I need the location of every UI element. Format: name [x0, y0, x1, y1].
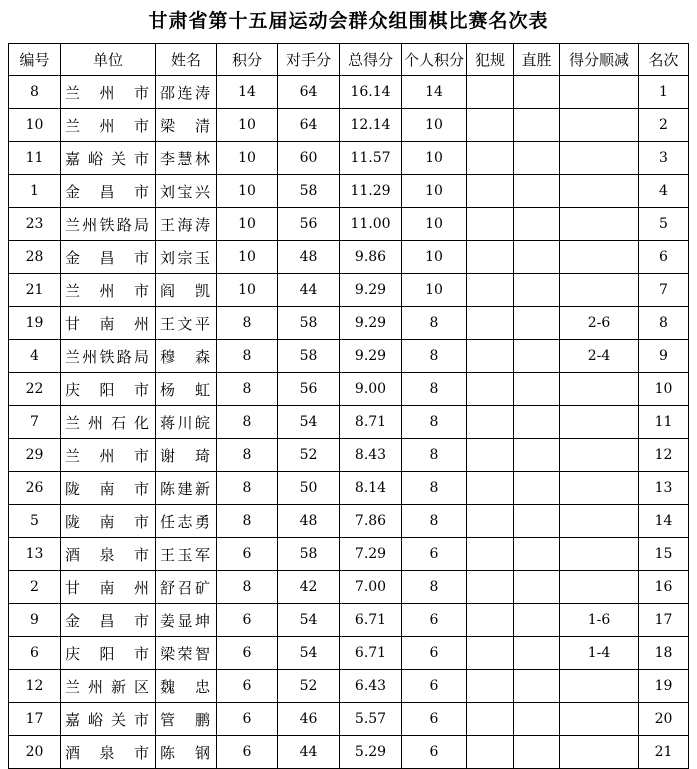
- cell-id: 10: [9, 109, 61, 142]
- cell-id: 11: [9, 142, 61, 175]
- cell-name: 蒋川皖: [156, 406, 217, 439]
- cell-score: 6: [217, 736, 278, 769]
- cell-score: 8: [217, 406, 278, 439]
- cell-foul: [467, 505, 514, 538]
- cell-score: 6: [217, 604, 278, 637]
- cell-opponent-score: 58: [278, 175, 340, 208]
- cell-id: 5: [9, 505, 61, 538]
- cell-id: 29: [9, 439, 61, 472]
- cell-direct-win: [514, 505, 560, 538]
- cell-direct-win: [514, 76, 560, 109]
- table-row: [9, 472, 689, 505]
- cell-total: 7.29: [340, 538, 402, 571]
- cell-total: 9.29: [340, 340, 402, 373]
- cell-foul: [467, 109, 514, 142]
- cell-foul: [467, 571, 514, 604]
- cell-total: 9.29: [340, 274, 402, 307]
- cell-unit: 陇南市: [61, 472, 156, 505]
- cell-unit: 陇南市: [61, 505, 156, 538]
- cell-id: 23: [9, 208, 61, 241]
- cell-unit: 金昌市: [61, 241, 156, 274]
- cell-name: 王海涛: [156, 208, 217, 241]
- cell-name: 管鹏: [156, 703, 217, 736]
- cell-name: 阎凯: [156, 274, 217, 307]
- cell-unit: 兰州石化: [61, 406, 156, 439]
- cell-id: 1: [9, 175, 61, 208]
- cell-foul: [467, 703, 514, 736]
- cell-name: 陈建新: [156, 472, 217, 505]
- cell-rank: 10: [639, 373, 689, 406]
- cell-opponent-score: 56: [278, 373, 340, 406]
- cell-id: 7: [9, 406, 61, 439]
- cell-opponent-score: 42: [278, 571, 340, 604]
- cell-name: 魏忠: [156, 670, 217, 703]
- cell-personal-score: 8: [402, 406, 467, 439]
- cell-score: 8: [217, 373, 278, 406]
- cell-tiebreak: [560, 109, 639, 142]
- cell-unit: 酒泉市: [61, 538, 156, 571]
- cell-score: 10: [217, 241, 278, 274]
- cell-name: 陈钢: [156, 736, 217, 769]
- cell-foul: [467, 736, 514, 769]
- cell-opponent-score: 56: [278, 208, 340, 241]
- cell-name: 舒召矿: [156, 571, 217, 604]
- header-id: 编号: [9, 44, 61, 76]
- cell-tiebreak: [560, 472, 639, 505]
- cell-tiebreak: [560, 208, 639, 241]
- cell-foul: [467, 142, 514, 175]
- table-row: [9, 373, 689, 406]
- cell-foul: [467, 406, 514, 439]
- cell-id: 22: [9, 373, 61, 406]
- table-row: [9, 406, 689, 439]
- cell-id: 2: [9, 571, 61, 604]
- cell-foul: [467, 241, 514, 274]
- cell-total: 6.43: [340, 670, 402, 703]
- cell-direct-win: [514, 472, 560, 505]
- header-tiebreak: 得分顺减: [560, 44, 639, 76]
- cell-name: 李慧林: [156, 142, 217, 175]
- cell-total: 8.14: [340, 472, 402, 505]
- cell-name: 王文平: [156, 307, 217, 340]
- cell-rank: 20: [639, 703, 689, 736]
- table-row: [9, 571, 689, 604]
- cell-unit: 兰州新区: [61, 670, 156, 703]
- cell-unit: 金昌市: [61, 604, 156, 637]
- cell-unit: 兰州铁路局: [61, 208, 156, 241]
- cell-direct-win: [514, 703, 560, 736]
- table-row: [9, 703, 689, 736]
- cell-personal-score: 14: [402, 76, 467, 109]
- cell-direct-win: [514, 538, 560, 571]
- cell-name: 姜显坤: [156, 604, 217, 637]
- cell-opponent-score: 58: [278, 307, 340, 340]
- table-row: [9, 109, 689, 142]
- cell-direct-win: [514, 109, 560, 142]
- cell-score: 10: [217, 175, 278, 208]
- cell-foul: [467, 604, 514, 637]
- cell-unit: 甘南州: [61, 307, 156, 340]
- cell-personal-score: 10: [402, 109, 467, 142]
- cell-foul: [467, 670, 514, 703]
- cell-score: 14: [217, 76, 278, 109]
- cell-total: 7.00: [340, 571, 402, 604]
- cell-tiebreak: [560, 505, 639, 538]
- cell-rank: 7: [639, 274, 689, 307]
- cell-id: 13: [9, 538, 61, 571]
- cell-direct-win: [514, 439, 560, 472]
- cell-score: 8: [217, 340, 278, 373]
- cell-rank: 12: [639, 439, 689, 472]
- header-personal-score: 个人积分: [402, 44, 467, 76]
- cell-score: 6: [217, 538, 278, 571]
- cell-direct-win: [514, 175, 560, 208]
- cell-id: 17: [9, 703, 61, 736]
- cell-name: 刘宗玉: [156, 241, 217, 274]
- cell-rank: 21: [639, 736, 689, 769]
- cell-foul: [467, 208, 514, 241]
- cell-opponent-score: 44: [278, 274, 340, 307]
- cell-rank: 17: [639, 604, 689, 637]
- cell-total: 16.14: [340, 76, 402, 109]
- cell-rank: 8: [639, 307, 689, 340]
- cell-foul: [467, 274, 514, 307]
- cell-opponent-score: 60: [278, 142, 340, 175]
- cell-unit: 庆阳市: [61, 373, 156, 406]
- table-row: [9, 439, 689, 472]
- cell-direct-win: [514, 637, 560, 670]
- cell-opponent-score: 48: [278, 505, 340, 538]
- cell-total: 11.00: [340, 208, 402, 241]
- table-body: [9, 76, 689, 769]
- cell-unit: 庆阳市: [61, 637, 156, 670]
- cell-name: 任志勇: [156, 505, 217, 538]
- table-row: [9, 307, 689, 340]
- cell-foul: [467, 538, 514, 571]
- cell-opponent-score: 50: [278, 472, 340, 505]
- cell-unit: 兰州市: [61, 274, 156, 307]
- cell-total: 11.29: [340, 175, 402, 208]
- cell-tiebreak: 2-6: [560, 307, 639, 340]
- cell-direct-win: [514, 373, 560, 406]
- cell-rank: 11: [639, 406, 689, 439]
- cell-opponent-score: 44: [278, 736, 340, 769]
- cell-opponent-score: 64: [278, 76, 340, 109]
- cell-tiebreak: [560, 241, 639, 274]
- table-row: [9, 175, 689, 208]
- cell-personal-score: 8: [402, 472, 467, 505]
- cell-direct-win: [514, 208, 560, 241]
- header-name: 姓名: [156, 44, 217, 76]
- cell-foul: [467, 175, 514, 208]
- cell-score: 8: [217, 439, 278, 472]
- cell-name: 梁清: [156, 109, 217, 142]
- cell-direct-win: [514, 406, 560, 439]
- cell-direct-win: [514, 670, 560, 703]
- cell-rank: 14: [639, 505, 689, 538]
- cell-rank: 1: [639, 76, 689, 109]
- cell-personal-score: 10: [402, 208, 467, 241]
- cell-id: 21: [9, 274, 61, 307]
- cell-personal-score: 6: [402, 604, 467, 637]
- table-row: [9, 637, 689, 670]
- cell-total: 6.71: [340, 637, 402, 670]
- cell-personal-score: 10: [402, 142, 467, 175]
- table-row: [9, 505, 689, 538]
- table-row: [9, 142, 689, 175]
- table-row: [9, 670, 689, 703]
- cell-unit: 兰州铁路局: [61, 340, 156, 373]
- cell-direct-win: [514, 241, 560, 274]
- cell-name: 穆森: [156, 340, 217, 373]
- cell-rank: 6: [639, 241, 689, 274]
- cell-score: 8: [217, 472, 278, 505]
- cell-unit: 兰州市: [61, 76, 156, 109]
- cell-tiebreak: [560, 736, 639, 769]
- cell-score: 8: [217, 307, 278, 340]
- cell-id: 6: [9, 637, 61, 670]
- cell-rank: 3: [639, 142, 689, 175]
- cell-personal-score: 10: [402, 274, 467, 307]
- cell-unit: 兰州市: [61, 109, 156, 142]
- cell-tiebreak: [560, 571, 639, 604]
- cell-tiebreak: [560, 406, 639, 439]
- cell-name: 梁荣智: [156, 637, 217, 670]
- cell-personal-score: 8: [402, 373, 467, 406]
- header-foul: 犯规: [467, 44, 514, 76]
- cell-rank: 16: [639, 571, 689, 604]
- cell-rank: 18: [639, 637, 689, 670]
- cell-score: 10: [217, 274, 278, 307]
- table-row: [9, 736, 689, 769]
- header-opponent-score: 对手分: [278, 44, 340, 76]
- cell-total: 12.14: [340, 109, 402, 142]
- cell-rank: 4: [639, 175, 689, 208]
- cell-id: 28: [9, 241, 61, 274]
- cell-id: 19: [9, 307, 61, 340]
- cell-total: 5.29: [340, 736, 402, 769]
- cell-tiebreak: 2-4: [560, 340, 639, 373]
- cell-id: 8: [9, 76, 61, 109]
- cell-personal-score: 6: [402, 637, 467, 670]
- table-row: [9, 274, 689, 307]
- cell-score: 10: [217, 208, 278, 241]
- cell-score: 6: [217, 670, 278, 703]
- cell-unit: 嘉峪关市: [61, 142, 156, 175]
- table-row: [9, 538, 689, 571]
- cell-direct-win: [514, 604, 560, 637]
- cell-opponent-score: 52: [278, 670, 340, 703]
- table-row: [9, 241, 689, 274]
- table-row: [9, 76, 689, 109]
- cell-opponent-score: 46: [278, 703, 340, 736]
- cell-rank: 13: [639, 472, 689, 505]
- cell-tiebreak: [560, 373, 639, 406]
- cell-score: 6: [217, 703, 278, 736]
- cell-rank: 5: [639, 208, 689, 241]
- header-score: 积分: [217, 44, 278, 76]
- cell-score: 8: [217, 571, 278, 604]
- cell-score: 10: [217, 142, 278, 175]
- cell-rank: 15: [639, 538, 689, 571]
- cell-total: 6.71: [340, 604, 402, 637]
- cell-tiebreak: 1-4: [560, 637, 639, 670]
- cell-total: 8.71: [340, 406, 402, 439]
- cell-unit: 金昌市: [61, 175, 156, 208]
- cell-personal-score: 8: [402, 439, 467, 472]
- cell-foul: [467, 340, 514, 373]
- cell-foul: [467, 637, 514, 670]
- cell-rank: 9: [639, 340, 689, 373]
- cell-name: 邵连涛: [156, 76, 217, 109]
- cell-name: 王玉军: [156, 538, 217, 571]
- cell-tiebreak: [560, 439, 639, 472]
- cell-opponent-score: 54: [278, 406, 340, 439]
- cell-direct-win: [514, 307, 560, 340]
- cell-tiebreak: [560, 76, 639, 109]
- cell-personal-score: 10: [402, 175, 467, 208]
- table-row: [9, 604, 689, 637]
- header-row: [9, 44, 689, 76]
- cell-total: 7.86: [340, 505, 402, 538]
- cell-direct-win: [514, 142, 560, 175]
- cell-opponent-score: 52: [278, 439, 340, 472]
- cell-direct-win: [514, 736, 560, 769]
- header-rank: 名次: [639, 44, 689, 76]
- cell-id: 20: [9, 736, 61, 769]
- cell-score: 10: [217, 109, 278, 142]
- cell-name: 谢琦: [156, 439, 217, 472]
- cell-opponent-score: 58: [278, 340, 340, 373]
- cell-tiebreak: [560, 274, 639, 307]
- cell-personal-score: 6: [402, 703, 467, 736]
- cell-tiebreak: [560, 538, 639, 571]
- cell-id: 26: [9, 472, 61, 505]
- cell-personal-score: 8: [402, 505, 467, 538]
- cell-foul: [467, 307, 514, 340]
- cell-foul: [467, 373, 514, 406]
- cell-tiebreak: [560, 142, 639, 175]
- page-title: 甘肃省第十五届运动会群众组围棋比赛名次表: [148, 10, 549, 32]
- cell-opponent-score: 58: [278, 538, 340, 571]
- cell-personal-score: 8: [402, 571, 467, 604]
- header-unit: 单位: [61, 44, 156, 76]
- header-direct-win: 直胜: [514, 44, 560, 76]
- cell-unit: 嘉峪关市: [61, 703, 156, 736]
- cell-personal-score: 6: [402, 736, 467, 769]
- cell-personal-score: 8: [402, 307, 467, 340]
- table-row: [9, 340, 689, 373]
- cell-foul: [467, 439, 514, 472]
- cell-id: 12: [9, 670, 61, 703]
- cell-total: 5.57: [340, 703, 402, 736]
- cell-tiebreak: 1-6: [560, 604, 639, 637]
- cell-tiebreak: [560, 175, 639, 208]
- cell-tiebreak: [560, 703, 639, 736]
- cell-personal-score: 8: [402, 340, 467, 373]
- cell-unit: 酒泉市: [61, 736, 156, 769]
- cell-direct-win: [514, 274, 560, 307]
- cell-id: 4: [9, 340, 61, 373]
- cell-total: 11.57: [340, 142, 402, 175]
- cell-score: 8: [217, 505, 278, 538]
- cell-opponent-score: 54: [278, 637, 340, 670]
- cell-score: 6: [217, 637, 278, 670]
- cell-total: 8.43: [340, 439, 402, 472]
- cell-opponent-score: 48: [278, 241, 340, 274]
- cell-unit: 甘南州: [61, 571, 156, 604]
- cell-total: 9.86: [340, 241, 402, 274]
- cell-foul: [467, 472, 514, 505]
- cell-direct-win: [514, 571, 560, 604]
- cell-personal-score: 10: [402, 241, 467, 274]
- header-total: 总得分: [340, 44, 402, 76]
- cell-total: 9.29: [340, 307, 402, 340]
- cell-personal-score: 6: [402, 538, 467, 571]
- table-row: [9, 208, 689, 241]
- cell-personal-score: 6: [402, 670, 467, 703]
- cell-tiebreak: [560, 670, 639, 703]
- cell-name: 杨虹: [156, 373, 217, 406]
- cell-id: 9: [9, 604, 61, 637]
- cell-name: 刘宝兴: [156, 175, 217, 208]
- ranking-table: [8, 43, 689, 769]
- cell-rank: 2: [639, 109, 689, 142]
- cell-opponent-score: 64: [278, 109, 340, 142]
- cell-direct-win: [514, 340, 560, 373]
- cell-opponent-score: 54: [278, 604, 340, 637]
- cell-total: 9.00: [340, 373, 402, 406]
- cell-foul: [467, 76, 514, 109]
- cell-rank: 19: [639, 670, 689, 703]
- cell-unit: 兰州市: [61, 439, 156, 472]
